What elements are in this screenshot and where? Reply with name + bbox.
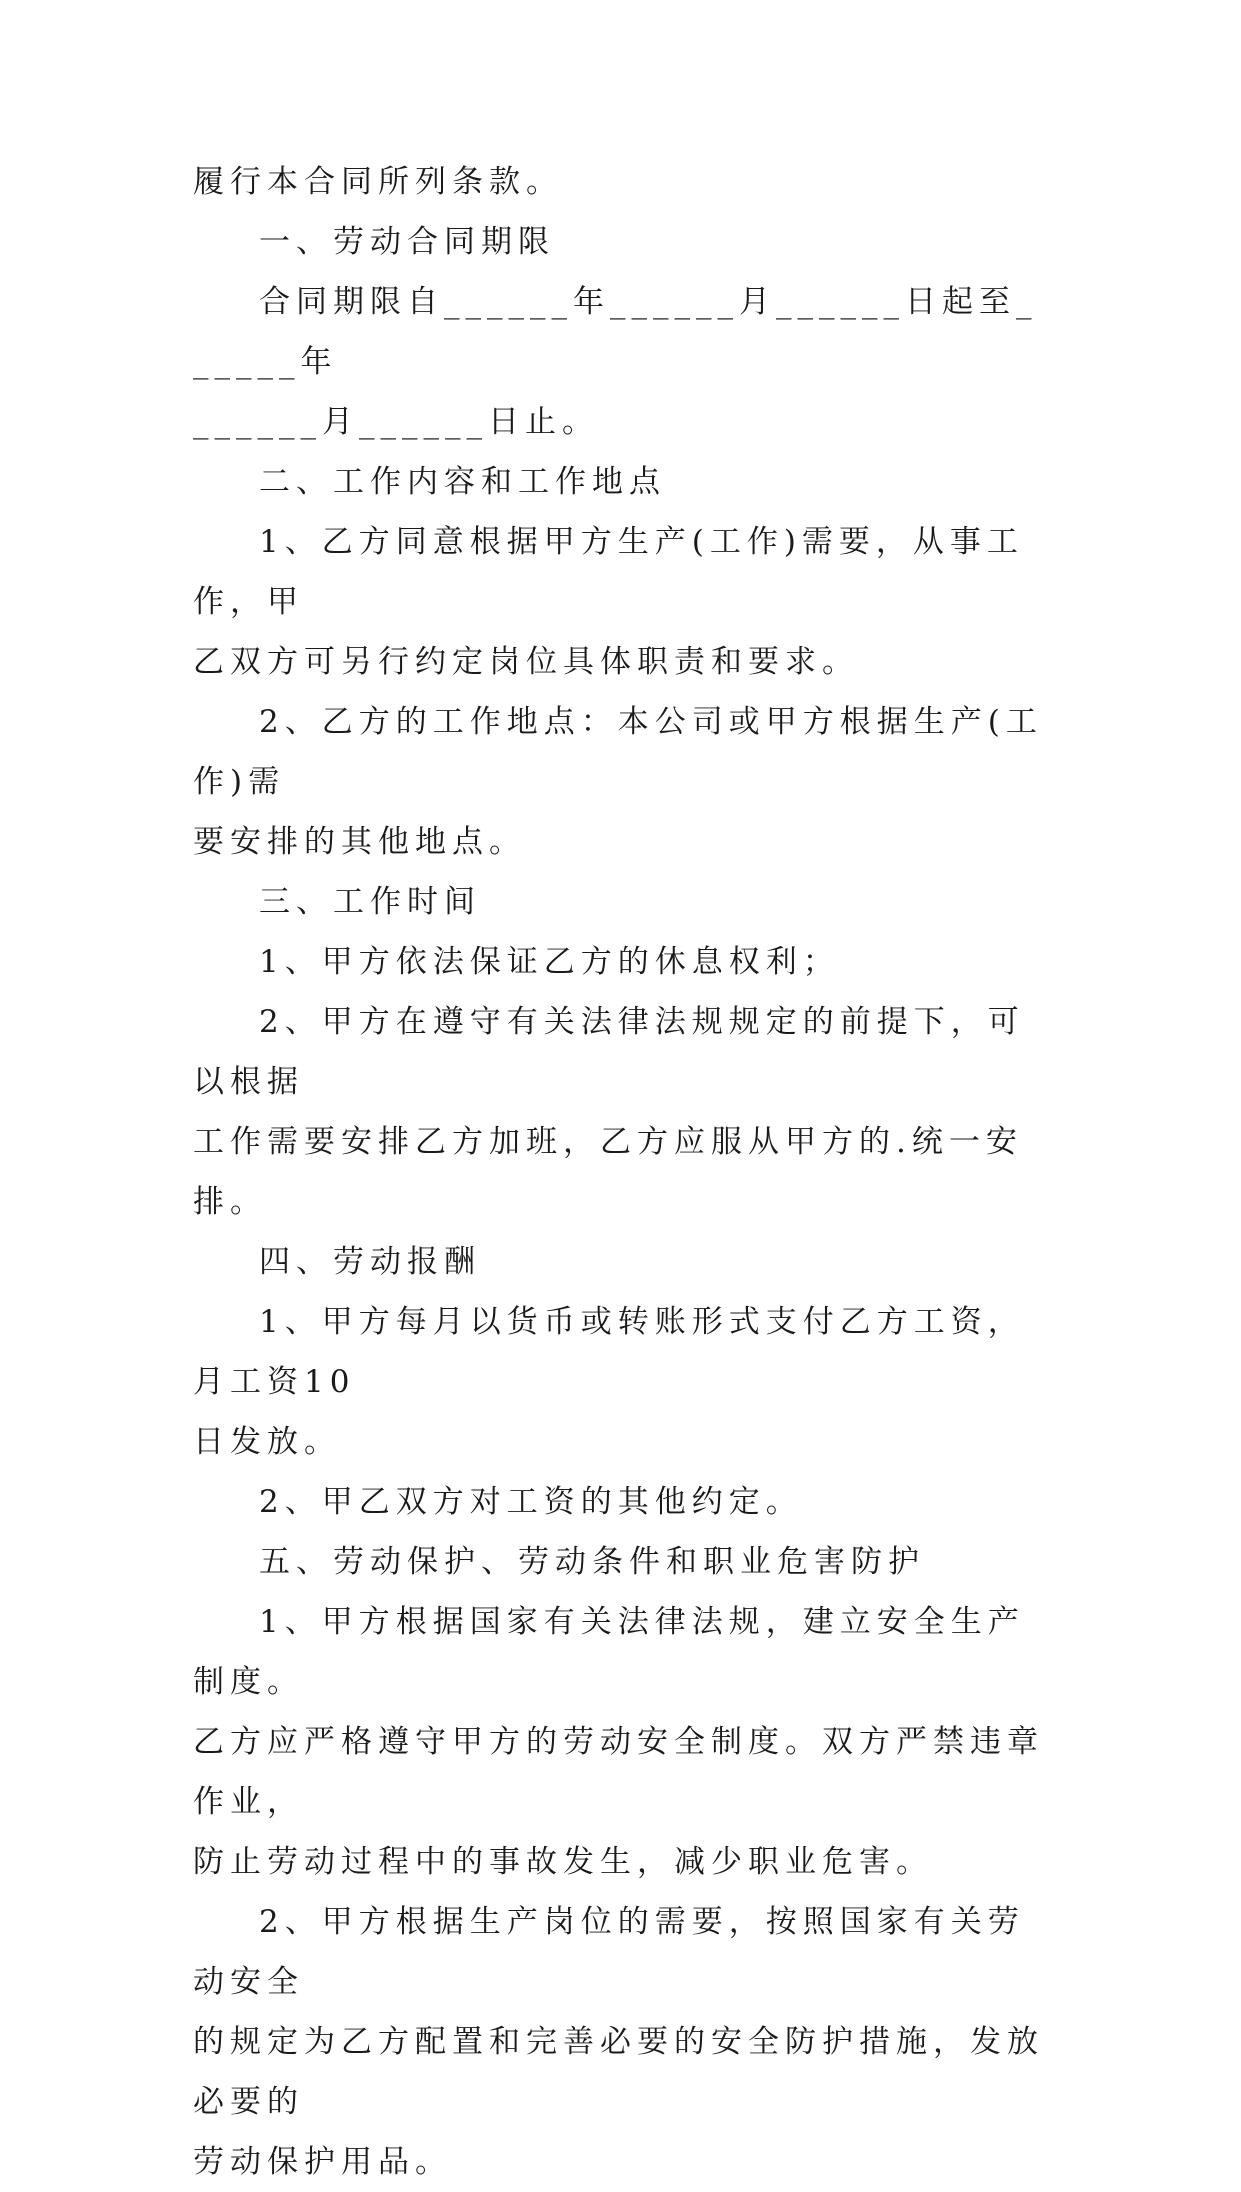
text-line: 四、劳动报酬 (259, 1244, 481, 1280)
paragraph (193, 1232, 1055, 1292)
text-line: 2、乙方的工作地点：本公司或甲方根据生产(工作)需 (193, 704, 1043, 800)
paragraph (193, 1592, 1055, 1892)
text-line: 三、工作时间 (259, 884, 481, 920)
paragraph (193, 212, 1055, 272)
paragraph (193, 152, 1055, 212)
text-line: 1、甲方依法保证乙方的休息权利； (259, 944, 840, 980)
paragraph (193, 932, 1055, 992)
paragraph (193, 1892, 1055, 2192)
paragraph (193, 272, 1055, 452)
paragraph (193, 1532, 1055, 1592)
text-line: 劳动保护用品。 (193, 2144, 452, 2180)
paragraph (193, 872, 1055, 932)
paragraph (193, 452, 1055, 512)
text-line: 合同期限自______年______月______日起至______年 (193, 284, 1038, 380)
text-line: 要安排的其他地点。 (193, 824, 526, 860)
paragraph (193, 512, 1055, 692)
text-line: 1、乙方同意根据甲方生产(工作)需要，从事工作，甲 (193, 524, 1024, 620)
paragraph (193, 992, 1055, 1232)
text-line: 防止劳动过程中的事故发生，减少职业危害。 (193, 1844, 933, 1880)
text-line: 五、劳动保护、劳动条件和职业危害防护 (259, 1544, 925, 1580)
document-body (193, 152, 1055, 2192)
paragraph (193, 1292, 1055, 1472)
text-line: 日发放。 (193, 1424, 341, 1460)
text-line: 二、工作内容和工作地点 (259, 464, 666, 500)
text-line: 2、甲乙双方对工资的其他约定。 (259, 1484, 803, 1520)
paragraph (193, 692, 1055, 872)
text-line: 的规定为乙方配置和完善必要的安全防护措施，发放必要的 (193, 2024, 1044, 2120)
text-line: 乙双方可另行约定岗位具体职责和要求。 (193, 644, 859, 680)
text-line: ______月______日止。 (193, 404, 599, 440)
paragraph (193, 1472, 1055, 1532)
text-line: 履行本合同所列条款。 (193, 164, 563, 200)
text-line: 一、劳动合同期限 (259, 224, 555, 260)
text-line: 2、甲方根据生产岗位的需要，按照国家有关劳动安全 (193, 1904, 1025, 2000)
text-line: 1、甲方根据国家有关法律法规，建立安全生产制度。 (193, 1604, 1025, 1700)
text-line: 工作需要安排乙方加班，乙方应服从甲方的.统一安排。 (193, 1124, 1023, 1220)
text-line: 1、甲方每月以货币或转账形式支付乙方工资，月工资10 (193, 1304, 1025, 1400)
text-line: 乙方应严格遵守甲方的劳动安全制度。双方严禁违章作业， (193, 1724, 1044, 1820)
text-line: 2、甲方在遵守有关法律法规规定的前提下，可以根据 (193, 1004, 1025, 1100)
